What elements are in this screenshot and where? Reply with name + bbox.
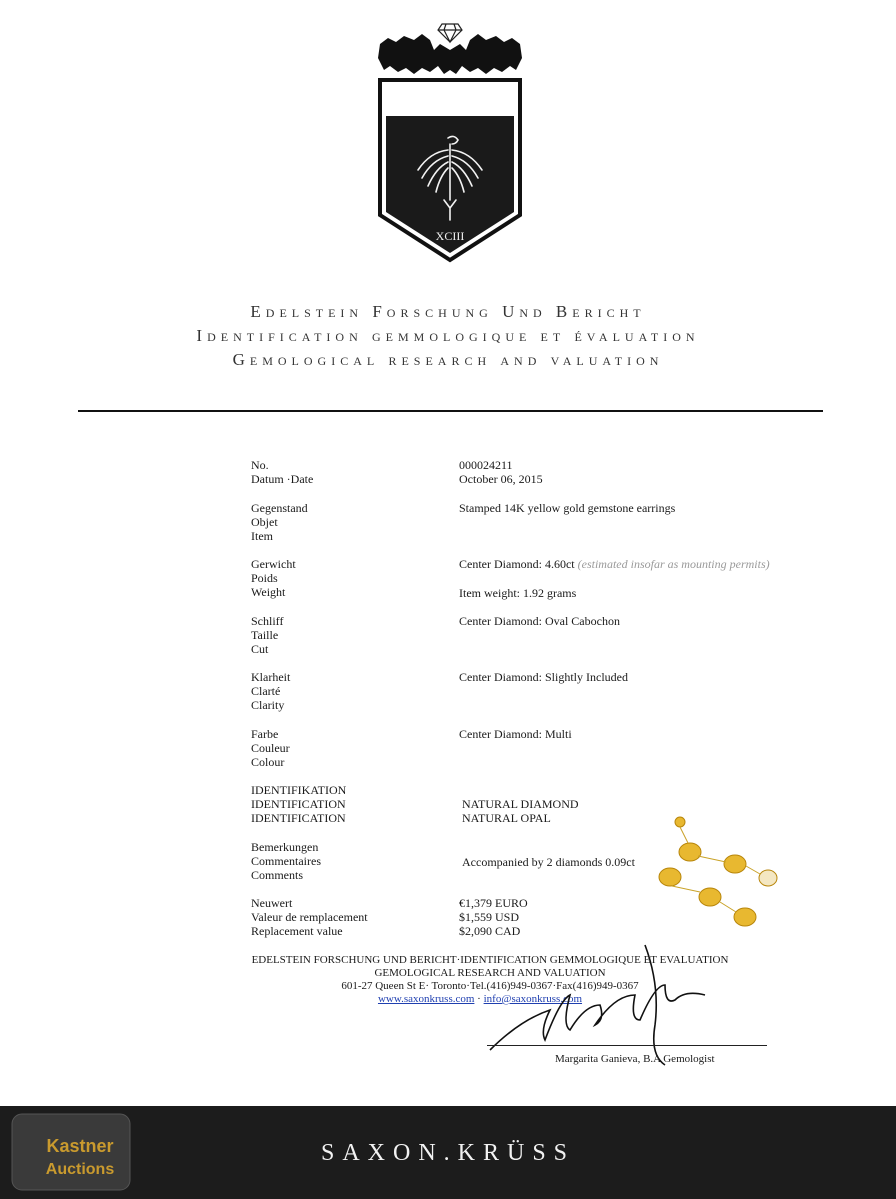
crest-numeral: XCIII (435, 229, 465, 243)
cut-value: Center Diamond: Oval Cabochon (459, 614, 620, 628)
kastner-auctions-watermark (10, 1112, 132, 1192)
date-label: Datum ·Date (251, 472, 314, 486)
diamond-icon (438, 24, 462, 42)
comment-label-en: Comments (251, 868, 304, 882)
weight-diamond-text: Center Diamond: 4.60ct (459, 557, 575, 571)
heading-divider (78, 410, 823, 412)
document-headings (0, 300, 896, 372)
item-label-fr: Objet (251, 515, 278, 529)
ident-value-diamond: NATURAL DIAMOND (462, 797, 579, 811)
clarity-label-en: Clarity (251, 698, 285, 712)
cut-label-fr: Taille (251, 628, 279, 642)
comment-label-fr: Commentaires (251, 854, 321, 868)
footer-contacts (0, 993, 896, 1006)
weight-value-diamond (459, 557, 770, 571)
weight-note: (estimated insofar as mounting permits) (577, 557, 770, 571)
weight-label-fr: Poids (251, 571, 278, 585)
weight-value-item: Item weight: 1.92 grams (459, 586, 577, 600)
weight-label-de: Gerwicht (251, 557, 296, 571)
value-usd: $1,559 USD (459, 910, 520, 924)
heraldic-beasts-icon (378, 34, 522, 74)
footer-line-1: EDELSTEIN FORSCHUNG UND BERICHT·IDENTIFICATION GEMMOLOGIQUE ET EVALUATION (251, 954, 729, 966)
ident-value-opal: NATURAL OPAL (462, 811, 551, 825)
item-label-en: Item (251, 529, 273, 543)
signer-name: Margarita Ganieva, B.A Gemologist (555, 1053, 715, 1065)
no-label: No. (251, 458, 269, 472)
ident-label-en: IDENTIFICATION (251, 811, 346, 825)
footer-address: 601-27 Queen St E· Toronto·Tel.(416)949-0367·Fax(416)949-0367 (341, 980, 639, 992)
item-value: Stamped 14K yellow gold gemstone earrings (459, 501, 676, 515)
colour-label-en: Colour (251, 755, 285, 769)
website-link[interactable]: www.saxonkruss.com (377, 993, 475, 1005)
comment-label-de: Bemerkungen (251, 840, 319, 854)
heading-english: Gemological research and valuation (232, 350, 664, 369)
heading-german: Edelstein Forschung Und Bericht (250, 302, 646, 321)
value-eur: €1,379 EURO (459, 896, 528, 910)
weight-label-en: Weight (251, 585, 286, 599)
cut-label-de: Schliff (251, 614, 284, 628)
value-cad: $2,090 CAD (459, 924, 521, 938)
comment-value: Accompanied by 2 diamonds 0.09ct (462, 855, 635, 869)
date-value: October 06, 2015 (459, 472, 543, 486)
footer-line-2: GEMOLOGICAL RESEARCH AND VALUATION (374, 967, 606, 979)
email-link[interactable]: info@saxonkruss.com (483, 993, 583, 1005)
watermark-line-1: Kastner (46, 1136, 114, 1156)
clarity-value: Center Diamond: Slightly Included (459, 670, 628, 684)
item-label-de: Gegenstand (251, 501, 308, 515)
contact-separator: · (477, 993, 481, 1005)
value-label-fr: Valeur de remplacement (251, 910, 368, 924)
value-label-de: Neuwert (251, 896, 293, 910)
clarity-label-fr: Clarté (251, 684, 281, 698)
brand-name: SAXON.KRÜSS (320, 1140, 576, 1166)
crest-logo (370, 10, 530, 265)
ident-label-de: IDENTIFIKATION (251, 783, 347, 797)
cut-label-en: Cut (251, 642, 269, 656)
watermark-line-2: Auctions (45, 1161, 115, 1178)
value-label-en: Replacement value (251, 924, 343, 938)
colour-label-de: Farbe (251, 727, 279, 741)
clarity-label-de: Klarheit (251, 670, 291, 684)
colour-label-fr: Couleur (251, 741, 290, 755)
ident-label-fr: IDENTIFICATION (251, 797, 346, 811)
signature-line (487, 1045, 767, 1046)
earrings-image (650, 812, 790, 937)
heading-french: Identification gemmologique et évaluation (196, 326, 700, 345)
no-value: 000024211 (459, 458, 513, 472)
colour-value: Center Diamond: Multi (459, 727, 572, 741)
